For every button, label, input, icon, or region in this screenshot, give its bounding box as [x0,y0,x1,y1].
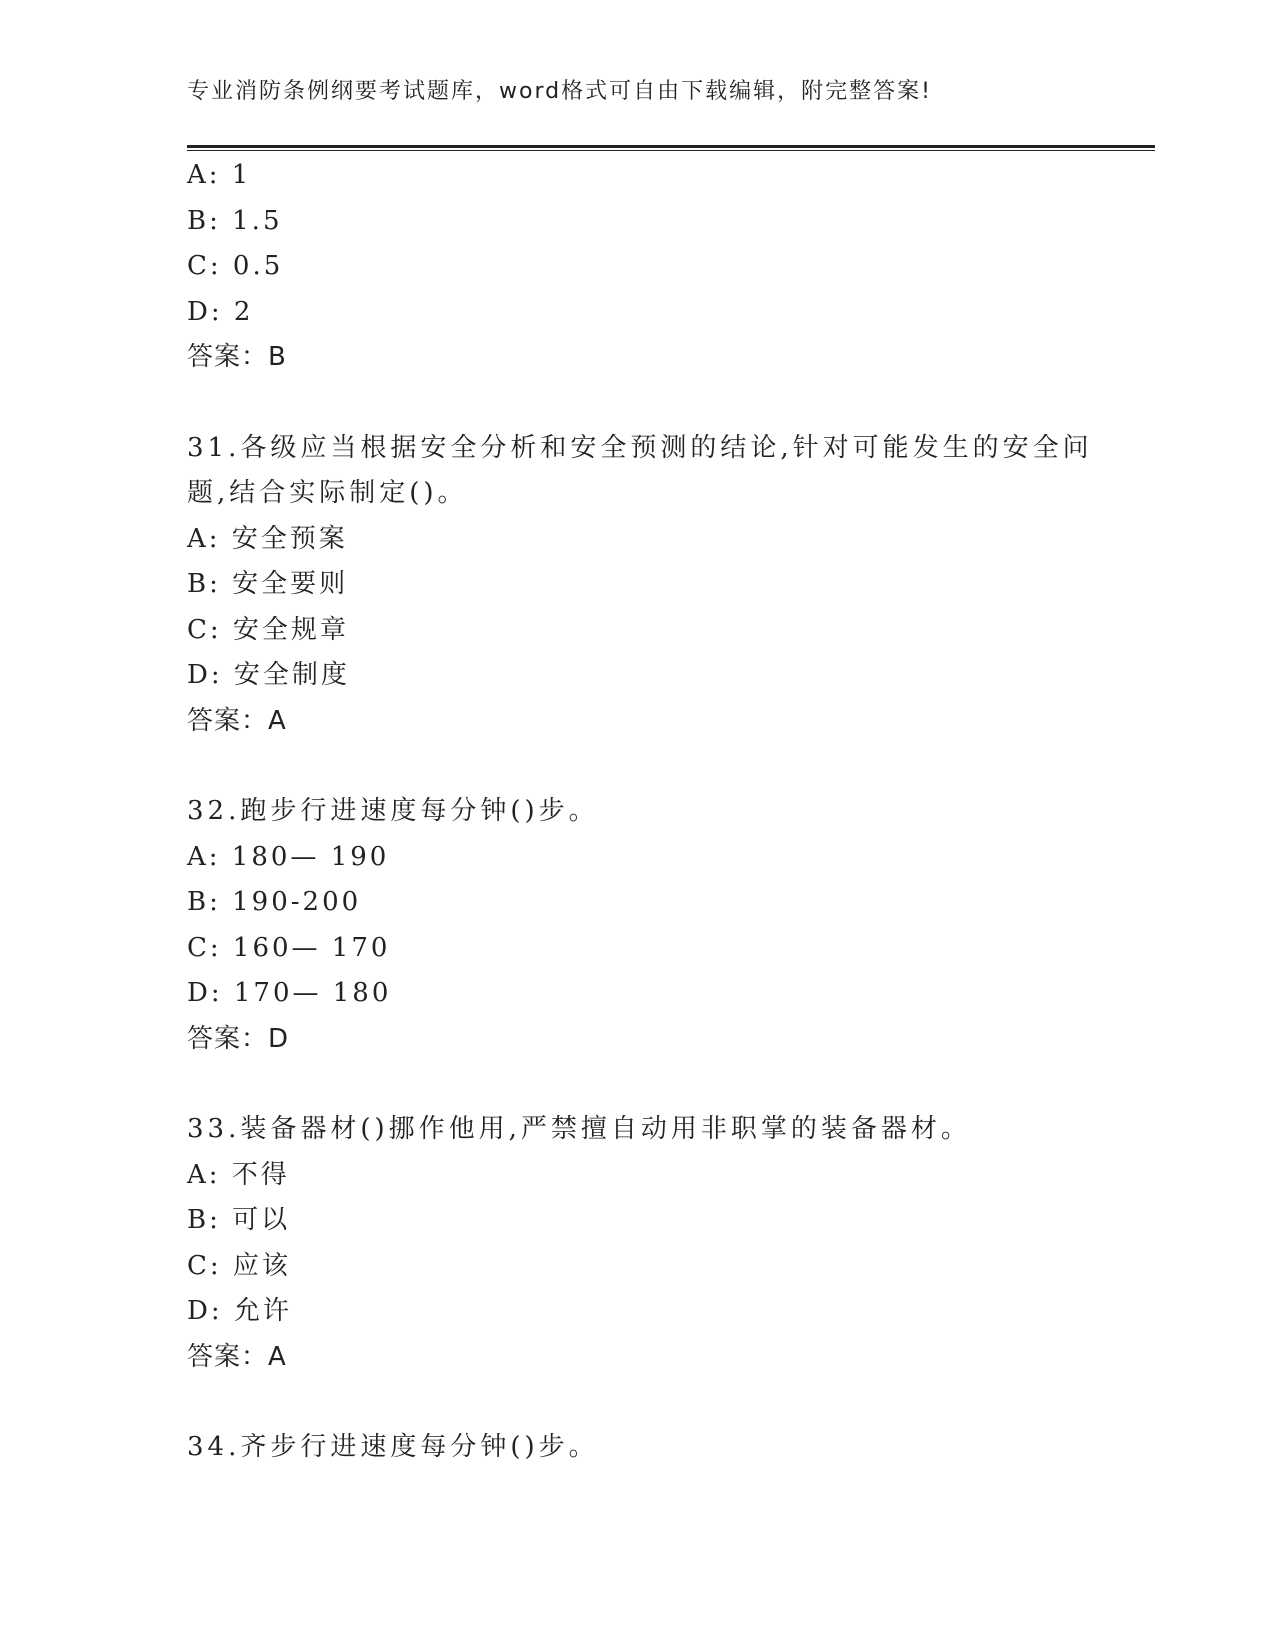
option-d: D: 安全制度 [187,660,350,690]
question-partial [187,160,1087,372]
spacer [187,1069,1087,1114]
question-stem-continued: 题,结合实际制定()。 [187,478,468,508]
answer-text: 答案：A [187,1341,287,1372]
option-d: D: 2 [187,296,254,327]
question-stem: 34.齐步行进速度每分钟()步。 [187,1432,599,1462]
spacer [187,388,1087,433]
option-b: B: 安全要则 [187,569,349,599]
option-a: A: 不得 [187,1159,290,1190]
question-31 [187,432,1093,736]
answer-text: 答案：A [187,705,287,736]
option-c: C: 0.5 [187,251,284,281]
answer-text: 答案：D [187,1023,290,1054]
option-a: A: 1 [187,160,252,190]
option-c: C: 安全规章 [187,614,349,645]
option-c: C: 应该 [187,1250,291,1281]
option-a: A: 安全预案 [187,523,348,554]
question-stem: 31.各级应当根据安全分析和安全预测的结论,针对可能发生的安全问 [187,432,1093,463]
question-list [187,160,1093,1478]
option-c: C: 160— 170 [187,932,391,963]
answer-text: 答案：B [187,342,287,372]
question-33 [187,1114,1087,1372]
question-stem: 33.装备器材()挪作他用,严禁擅自动用非职掌的装备器材。 [187,1114,971,1144]
option-b: B: 1.5 [187,205,283,236]
option-d: D: 170— 180 [187,978,392,1008]
option-b: B: 190-200 [187,887,362,917]
option-a: A: 180— 190 [187,841,390,872]
question-stem: 32.跑步行进速度每分钟()步。 [187,796,599,826]
header-divider [187,145,1155,151]
question-32 [187,796,1087,1054]
option-b: B: 可以 [187,1205,291,1235]
spacer [187,1387,1087,1432]
spacer [187,751,1087,796]
option-d: D: 允许 [187,1296,292,1326]
question-34 [187,1432,1087,1462]
page-header: 专业消防条例纲要考试题库，word格式可自由下载编辑，附完整答案! [187,79,932,104]
